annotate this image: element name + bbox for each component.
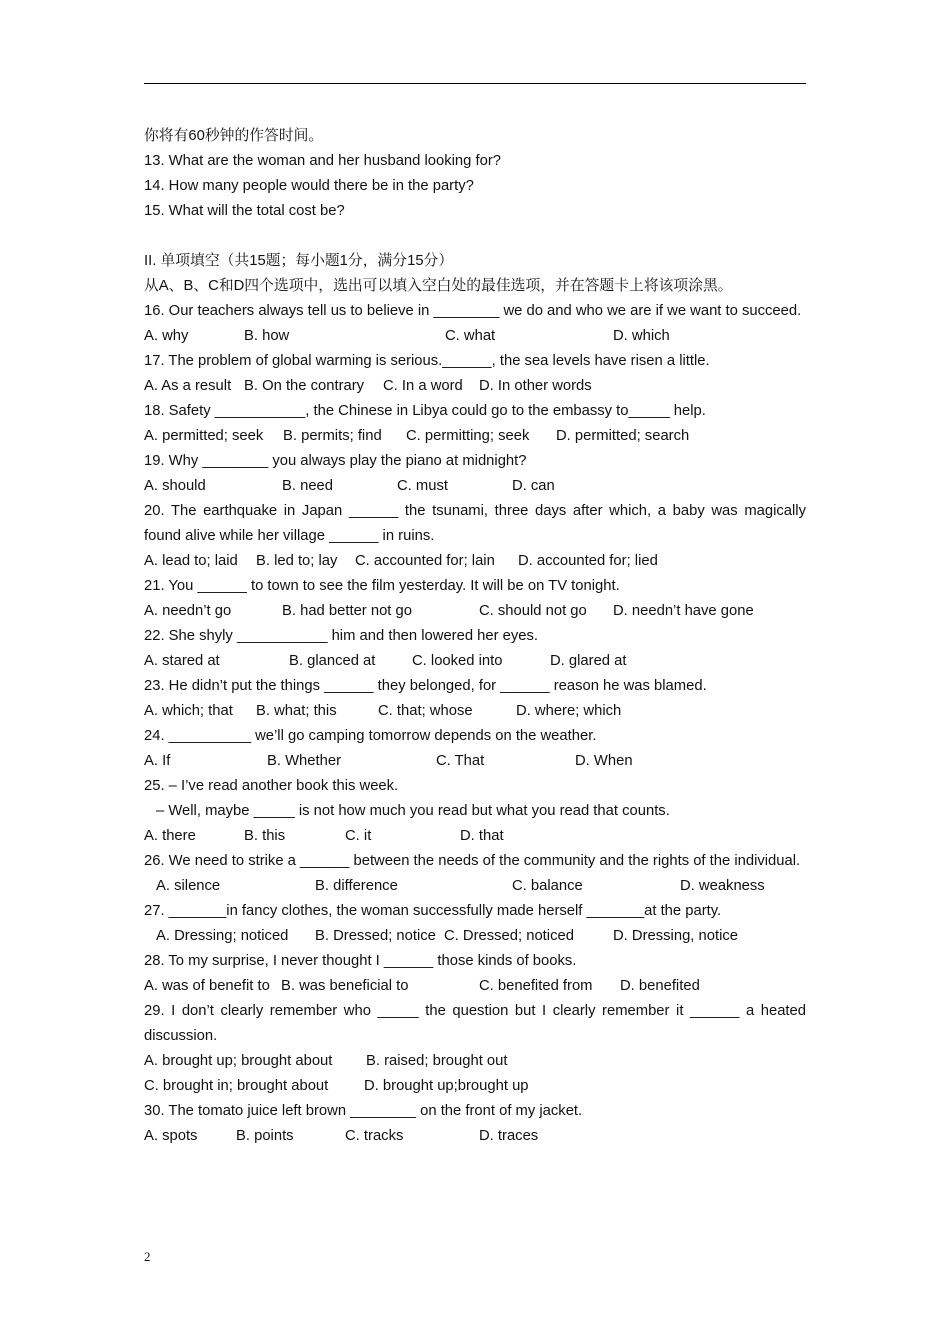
item-29-options-row1 [144,1049,806,1074]
item-23-options [144,699,806,724]
option-a: A. permitted; seek [144,428,264,444]
option-c: C. looked into [412,653,503,669]
option-b: B. glanced at [289,653,376,669]
option-c: C. In a word [383,378,463,394]
section-instruction: 从A、B、C和D四个选项中，选出可以填入空白处的最佳选项，并在答题卡上将该项涂黑。 [144,278,733,294]
question-14: 14. How many people would there be in the party? [144,178,474,194]
option-d: D. which [613,328,670,344]
option-b: B. this [244,828,286,844]
question-15: 15. What will the total cost be? [144,203,345,219]
item-28-options [144,974,806,999]
option-b: B. need [282,478,334,494]
option-c: C. balance [512,878,583,894]
item-19-question: 19. Why ________ you always play the piano at midnight? [144,453,527,469]
item-21-options [144,599,806,624]
option-c: C. Dressed; noticed [444,928,574,944]
item-29-options-row2 [144,1074,806,1099]
option-d: D. can [512,478,555,494]
item-26-question: 26. We need to strike a ______ between the needs of the community and the rights of the individual. [144,853,801,869]
option-c: C. what [445,328,496,344]
time-note: 你将有60秒钟的作答时间。 [144,128,324,144]
option-d: D. needn’t have gone [613,603,754,619]
option-c: C. it [345,828,372,844]
option-b: B. how [244,328,290,344]
option-d: D. glared at [550,653,627,669]
option-a: A. brought up; brought about [144,1053,333,1069]
option-c: C. permitting; seek [406,428,530,444]
item-21-question: 21. You ______ to town to see the film yesterday. It will be on TV tonight. [144,578,620,594]
header-rule [144,83,806,84]
option-b: B. led to; lay [256,553,338,569]
option-d: D. accounted for; lied [518,553,658,569]
option-c: C. that; whose [378,703,473,719]
option-d: D. traces [479,1128,539,1144]
option-c: C. That [436,753,485,769]
item-18-question: 18. Safety ___________, the Chinese in Libya could go to the embassy to_____ help. [144,403,706,419]
option-d: D. In other words [479,378,592,394]
option-c: C. benefited from [479,978,593,994]
item-22-options [144,649,806,674]
option-d: D. Dressing, notice [613,928,739,944]
option-a: A. should [144,478,206,494]
item-30-options [144,1124,806,1149]
spacer [144,224,806,249]
item-17-question: 17. The problem of global warming is serious.______, the sea levels have risen a little. [144,353,710,369]
option-a: A. spots [144,1128,198,1144]
option-b: B. had better not go [282,603,412,619]
page-content [144,124,806,1149]
option-a: A. needn’t go [144,603,232,619]
item-20-options [144,549,806,574]
option-c: C. must [397,478,448,494]
option-d: D. that [460,828,504,844]
option-b: B. points [236,1128,294,1144]
item-26-options [144,874,806,899]
item-30-question: 30. The tomato juice left brown ________ on the front of my jacket. [144,1103,583,1119]
item-25-options [144,824,806,849]
item-23-question: 23. He didn’t put the things ______ they belonged, for ______ reason he was blamed. [144,678,707,694]
option-b: B. permits; find [283,428,382,444]
option-d: D. where; which [516,703,622,719]
item-19-options [144,474,806,499]
option-a: A. which; that [144,703,233,719]
option-a: A. why [144,328,189,344]
item-25-reply: – Well, maybe _____ is not how much you read but what you read that counts. [156,803,670,819]
item-20-question: 20. The earthquake in Japan ______ the tsunami, three days after which, a baby was magically found alive while her village ______ in ruins. [144,503,806,544]
item-17-options [144,374,806,399]
item-27-options [144,924,806,949]
item-24-options [144,749,806,774]
item-22-question: 22. She shyly ___________ him and then lowered her eyes. [144,628,539,644]
item-28-question: 28. To my surprise, I never thought I ______ those kinds of books. [144,953,577,969]
option-a: A. stared at [144,653,220,669]
option-b: B. what; this [256,703,337,719]
item-25-question: 25. – I’ve read another book this week. [144,778,399,794]
option-b: B. was beneficial to [281,978,409,994]
option-a: A. Dressing; noticed [156,928,289,944]
item-24-question: 24. __________ we’ll go camping tomorrow depends on the weather. [144,728,597,744]
question-13: 13. What are the woman and her husband looking for? [144,153,501,169]
option-d: D. When [575,753,633,769]
item-18-options [144,424,806,449]
option-a: A. was of benefit to [144,978,270,994]
option-c: C. tracks [345,1128,404,1144]
page-number: 2 [144,1249,151,1264]
option-d: D. weakness [680,878,765,894]
option-b: B. On the contrary [244,378,365,394]
option-b: B. difference [315,878,398,894]
item-16-options [144,324,806,349]
option-d: D. benefited [620,978,700,994]
option-a: A. silence [156,878,221,894]
option-a: A. If [144,753,171,769]
option-a: A. there [144,828,196,844]
option-a: A. As a result [144,378,232,394]
option-c: C. accounted for; lain [355,553,495,569]
section-heading: II. 单项填空（共15题；每小题1分，满分15分） [144,253,454,269]
item-16-question: 16. Our teachers always tell us to believe in ________ we do and who we are if we want to succeed. [144,303,802,319]
option-d: D. permitted; search [556,428,690,444]
option-b: B. Dressed; notice [315,928,436,944]
option-a: A. lead to; laid [144,553,238,569]
item-29-question: 29. I don’t clearly remember who _____ the question but I clearly remember it ______ a heated discussion. [144,1003,806,1044]
option-b: B. raised; brought out [366,1053,508,1069]
option-d: D. brought up;brought up [364,1078,529,1094]
option-c: C. should not go [479,603,587,619]
option-b: B. Whether [267,753,342,769]
item-27-question: 27. _______in fancy clothes, the woman successfully made herself _______at the party. [144,903,722,919]
option-c: C. brought in; brought about [144,1078,329,1094]
